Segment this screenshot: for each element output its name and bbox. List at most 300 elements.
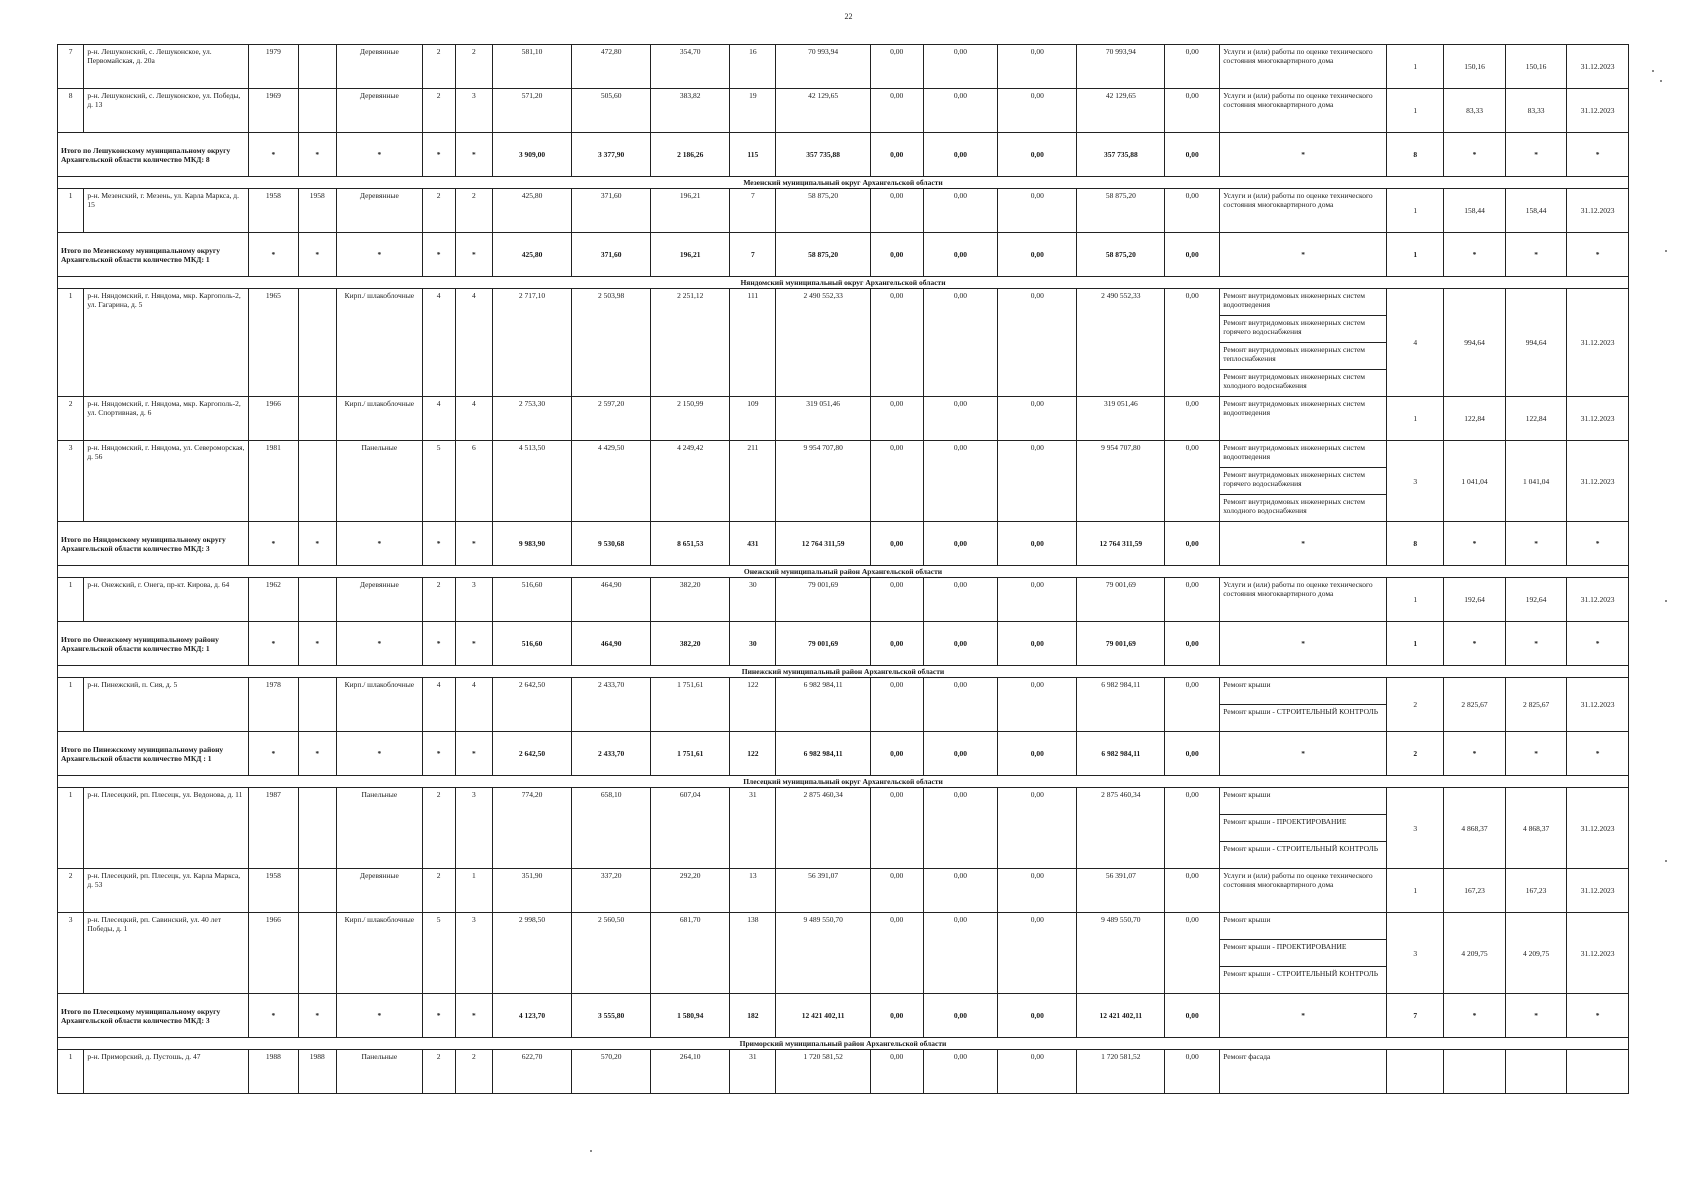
total-cell: 0,00 [923, 233, 998, 277]
total-cell: 1 [1387, 233, 1444, 277]
data-cell: Кирп./ шлакоблочные [337, 678, 423, 732]
total-cell: 0,00 [1165, 622, 1220, 666]
data-cell: 2 597,20 [572, 397, 651, 441]
data-cell: 1988 [249, 1050, 298, 1094]
data-cell: 0,00 [870, 289, 923, 397]
work-item: Услуги и (или) работы по оценке технического состояния многоквартирного дома [1223, 191, 1373, 209]
total-cell: * [249, 622, 298, 666]
data-cell: 1958 [249, 189, 298, 233]
tail-cell: 1 [1387, 189, 1444, 233]
tail-cell: 4 868,37 [1505, 788, 1567, 869]
data-cell: 0,00 [1165, 289, 1220, 397]
total-cell: 0,00 [998, 732, 1077, 776]
total-cell: * [249, 994, 298, 1038]
address-cell: р-н. Пинежский, п. Сия, д. 5 [84, 678, 249, 732]
tail-cell: 150,16 [1444, 45, 1506, 89]
table-row [58, 578, 1629, 622]
total-cell: 0,00 [870, 522, 923, 566]
total-label: Итого по Плесецкому муниципальному округу Архангельской области количество МКД: 3 [58, 994, 249, 1038]
data-cell: 0,00 [870, 1050, 923, 1094]
total-cell: * [455, 622, 492, 666]
data-cell: 2 150,99 [651, 397, 730, 441]
tail-cell: 83,33 [1505, 89, 1567, 133]
total-cell: * [298, 522, 336, 566]
tail-cell: 167,23 [1444, 869, 1506, 913]
data-cell: 4 [455, 678, 492, 732]
data-cell: 0,00 [1165, 1050, 1220, 1094]
total-cell: * [1505, 994, 1567, 1038]
works-cell [1220, 788, 1387, 869]
data-cell: 0,00 [870, 45, 923, 89]
table-row [58, 441, 1629, 522]
capital-repair-table [57, 44, 1629, 1094]
data-cell: 1966 [249, 397, 298, 441]
total-cell: * [1220, 133, 1387, 177]
data-cell: 7 [58, 45, 84, 89]
total-cell: 8 [1387, 522, 1444, 566]
address-cell: р-н. Мезенский, г. Мезень, ул. Карла Маркса, д. 15 [84, 189, 249, 233]
total-cell: 3 909,00 [492, 133, 571, 177]
tail-cell: 150,16 [1505, 45, 1567, 89]
data-cell: 9 954 707,80 [1077, 441, 1165, 522]
total-cell: * [1505, 732, 1567, 776]
scan-speck [1652, 70, 1654, 72]
data-cell: 2 [422, 189, 455, 233]
data-cell: 1958 [249, 869, 298, 913]
data-cell: 0,00 [998, 441, 1077, 522]
total-cell: 196,21 [651, 233, 730, 277]
work-item: Ремонт внутридомовых инженерных систем горячего водоснабжения [1220, 315, 1386, 342]
tail-cell: 2 825,67 [1444, 678, 1506, 732]
total-cell: * [1220, 233, 1387, 277]
data-cell: 0,00 [1165, 89, 1220, 133]
data-cell: 2 490 552,33 [1077, 289, 1165, 397]
data-cell: 31 [730, 1050, 776, 1094]
data-cell: 0,00 [998, 89, 1077, 133]
data-cell: 354,70 [651, 45, 730, 89]
data-cell: 1966 [249, 913, 298, 994]
data-cell: 0,00 [923, 788, 998, 869]
total-cell: 58 875,20 [776, 233, 870, 277]
work-item: Ремонт крыши [1223, 790, 1271, 799]
work-item: Ремонт внутридомовых инженерных систем водоотведения [1223, 291, 1366, 309]
data-cell: 464,90 [572, 578, 651, 622]
total-cell: 6 982 984,11 [776, 732, 870, 776]
data-cell: 2 642,50 [492, 678, 571, 732]
data-cell: 2 [422, 578, 455, 622]
data-cell: 2 [422, 869, 455, 913]
total-cell: 0,00 [998, 994, 1077, 1038]
total-cell: 0,00 [923, 133, 998, 177]
total-cell: 357 735,88 [1077, 133, 1165, 177]
works-cell [1220, 289, 1387, 397]
data-cell: 581,10 [492, 45, 571, 89]
works-cell [1220, 913, 1387, 994]
total-cell: 30 [730, 622, 776, 666]
table-row [58, 89, 1629, 133]
total-cell: * [422, 622, 455, 666]
data-cell: 79 001,69 [1077, 578, 1165, 622]
data-cell: 0,00 [998, 45, 1077, 89]
data-cell: 6 [455, 441, 492, 522]
data-cell: 0,00 [870, 578, 923, 622]
total-cell: 12 764 311,59 [776, 522, 870, 566]
data-cell: 264,10 [651, 1050, 730, 1094]
data-cell: 70 993,94 [1077, 45, 1165, 89]
tail-cell: 192,64 [1505, 578, 1567, 622]
total-cell: 12 421 402,11 [1077, 994, 1165, 1038]
data-cell: 4 [455, 289, 492, 397]
total-cell: 357 735,88 [776, 133, 870, 177]
data-cell: 2 [58, 397, 84, 441]
data-cell: 0,00 [870, 189, 923, 233]
data-cell: 0,00 [998, 788, 1077, 869]
data-cell: Деревянные [337, 45, 423, 89]
total-cell: 79 001,69 [1077, 622, 1165, 666]
data-cell: 3 [58, 441, 84, 522]
total-cell: * [1444, 732, 1506, 776]
total-cell: * [249, 732, 298, 776]
total-cell: 0,00 [1165, 994, 1220, 1038]
data-cell: 0,00 [923, 869, 998, 913]
works-cell [1220, 678, 1387, 732]
total-cell: * [1444, 233, 1506, 277]
data-cell: 79 001,69 [776, 578, 870, 622]
total-cell: 0,00 [998, 233, 1077, 277]
data-cell: 4 249,42 [651, 441, 730, 522]
table-row [58, 1050, 1629, 1094]
data-cell: Деревянные [337, 869, 423, 913]
data-cell: 0,00 [998, 869, 1077, 913]
data-cell: 0,00 [870, 788, 923, 869]
tail-cell: 31.12.2023 [1567, 45, 1629, 89]
table-body [58, 45, 1629, 1094]
total-label: Итого по Онежскому муниципальному району Архангельской области количество МКД: 1 [58, 622, 249, 666]
tail-cell: 31.12.2023 [1567, 441, 1629, 522]
data-cell: 622,70 [492, 1050, 571, 1094]
capital-repair-table-container [57, 44, 1629, 1094]
data-cell: 2 490 552,33 [776, 289, 870, 397]
total-cell: * [1567, 522, 1629, 566]
total-cell: 0,00 [923, 994, 998, 1038]
data-cell: 382,20 [651, 578, 730, 622]
table-row [58, 678, 1629, 732]
total-cell: * [249, 133, 298, 177]
work-item: Ремонт крыши - ПРОЕКТИРОВАНИЕ [1220, 939, 1386, 966]
data-cell: 111 [730, 289, 776, 397]
data-cell: 0,00 [998, 578, 1077, 622]
total-cell: 12 764 311,59 [1077, 522, 1165, 566]
tail-cell: 158,44 [1444, 189, 1506, 233]
total-cell: * [1567, 233, 1629, 277]
data-cell: 9 489 550,70 [1077, 913, 1165, 994]
data-cell: 1969 [249, 89, 298, 133]
total-cell: * [455, 233, 492, 277]
total-cell: * [298, 994, 336, 1038]
data-cell [298, 788, 336, 869]
data-cell: 1 [58, 189, 84, 233]
data-cell: 19 [730, 89, 776, 133]
total-cell: 371,60 [572, 233, 651, 277]
data-cell: 2 [422, 45, 455, 89]
data-cell: 351,90 [492, 869, 571, 913]
data-cell: 58 875,20 [1077, 189, 1165, 233]
total-cell: * [422, 233, 455, 277]
total-cell: 2 642,50 [492, 732, 571, 776]
tail-cell: 158,44 [1505, 189, 1567, 233]
address-cell: р-н. Няндомский, г. Няндома, ул. Североморская, д. 56 [84, 441, 249, 522]
data-cell: 0,00 [1165, 397, 1220, 441]
data-cell: 0,00 [923, 678, 998, 732]
total-cell: * [422, 522, 455, 566]
total-cell: 0,00 [998, 522, 1077, 566]
total-label: Итого по Мезенскому муниципальному округу Архангельской области количество МКД: 1 [58, 233, 249, 277]
data-cell: 5 [422, 913, 455, 994]
section-title: Мезенский муниципальный округ Архангельской области [58, 177, 1629, 189]
total-cell: * [1444, 622, 1506, 666]
address-cell: р-н. Онежский, г. Онега, пр-кт. Кирова, д. 64 [84, 578, 249, 622]
data-cell: 56 391,07 [1077, 869, 1165, 913]
total-cell: 115 [730, 133, 776, 177]
data-cell: 1965 [249, 289, 298, 397]
total-cell: * [1220, 732, 1387, 776]
work-item: Ремонт внутридомовых инженерных систем водоотведения [1223, 443, 1366, 461]
work-item: Ремонт внутридомовых инженерных систем теплоснабжения [1220, 342, 1386, 369]
work-item: Ремонт внутридомовых инженерных систем холодного водоснабжения [1220, 494, 1386, 521]
data-cell [298, 869, 336, 913]
data-cell: Деревянные [337, 89, 423, 133]
data-cell: 3 [455, 578, 492, 622]
total-cell: 0,00 [870, 233, 923, 277]
data-cell: 0,00 [998, 289, 1077, 397]
total-cell: 0,00 [870, 994, 923, 1038]
data-cell: 571,20 [492, 89, 571, 133]
total-cell: * [455, 732, 492, 776]
data-cell: 0,00 [998, 397, 1077, 441]
data-cell: 1 720 581,52 [1077, 1050, 1165, 1094]
data-cell: 58 875,20 [776, 189, 870, 233]
works-cell [1220, 397, 1387, 441]
data-cell: 292,20 [651, 869, 730, 913]
scan-speck [1665, 250, 1667, 252]
data-cell: 2 875 460,34 [1077, 788, 1165, 869]
data-cell [298, 89, 336, 133]
section-header-row [58, 566, 1629, 578]
data-cell: 4 513,50 [492, 441, 571, 522]
total-cell: * [1220, 994, 1387, 1038]
tail-cell: 4 209,75 [1505, 913, 1567, 994]
total-label: Итого по Няндомскому муниципальному округу Архангельской области количество МКД: 3 [58, 522, 249, 566]
data-cell: Панельные [337, 1050, 423, 1094]
work-item: Ремонт внутридомовых инженерных систем водоотведения [1223, 399, 1366, 417]
data-cell: 138 [730, 913, 776, 994]
data-cell: 1987 [249, 788, 298, 869]
data-cell: 30 [730, 578, 776, 622]
data-cell: Кирп./ шлакоблочные [337, 913, 423, 994]
total-cell: 0,00 [870, 133, 923, 177]
total-cell: 0,00 [998, 622, 1077, 666]
tail-cell: 3 [1387, 913, 1444, 994]
data-cell: 0,00 [923, 913, 998, 994]
data-cell: 0,00 [870, 913, 923, 994]
scan-speck [1665, 860, 1667, 862]
total-cell: 0,00 [923, 732, 998, 776]
data-cell: 8 [58, 89, 84, 133]
total-cell: * [298, 233, 336, 277]
table-row [58, 869, 1629, 913]
total-cell: 6 982 984,11 [1077, 732, 1165, 776]
data-cell: 2 875 460,34 [776, 788, 870, 869]
data-cell: 1 [58, 1050, 84, 1094]
tail-cell: 31.12.2023 [1567, 788, 1629, 869]
total-cell: 12 421 402,11 [776, 994, 870, 1038]
data-cell: 4 [455, 397, 492, 441]
data-cell: 2 753,30 [492, 397, 571, 441]
tail-cell: 192,64 [1444, 578, 1506, 622]
total-cell: 7 [730, 233, 776, 277]
total-cell: * [337, 994, 423, 1038]
section-title: Пинежский муниципальный район Архангельской области [58, 666, 1629, 678]
data-cell: 681,70 [651, 913, 730, 994]
data-cell: 0,00 [1165, 678, 1220, 732]
data-cell: 2 560,50 [572, 913, 651, 994]
tail-cell: 3 [1387, 788, 1444, 869]
tail-cell: 31.12.2023 [1567, 578, 1629, 622]
data-cell: 4 [422, 397, 455, 441]
data-cell: 9 489 550,70 [776, 913, 870, 994]
data-cell: 1962 [249, 578, 298, 622]
data-cell: 3 [455, 788, 492, 869]
data-cell: 0,00 [1165, 788, 1220, 869]
tail-cell: 3 [1387, 441, 1444, 522]
total-cell: * [1567, 622, 1629, 666]
data-cell [298, 678, 336, 732]
total-row [58, 622, 1629, 666]
tail-cell: 2 [1387, 678, 1444, 732]
data-cell: 2 [422, 788, 455, 869]
data-cell: 371,60 [572, 189, 651, 233]
work-item: Ремонт крыши - СТРОИТЕЛЬНЫЙ КОНТРОЛЬ [1220, 704, 1386, 731]
total-cell: * [337, 732, 423, 776]
data-cell: 1 720 581,52 [776, 1050, 870, 1094]
total-row [58, 732, 1629, 776]
tail-cell [1444, 1050, 1506, 1094]
data-cell: 7 [730, 189, 776, 233]
work-item: Услуги и (или) работы по оценке технического состояния многоквартирного дома [1223, 871, 1373, 889]
data-cell: 0,00 [870, 441, 923, 522]
data-cell: 0,00 [870, 869, 923, 913]
data-cell: 6 982 984,11 [776, 678, 870, 732]
work-item: Ремонт крыши - СТРОИТЕЛЬНЫЙ КОНТРОЛЬ [1220, 841, 1386, 868]
data-cell: 472,80 [572, 45, 651, 89]
works-cell [1220, 1050, 1387, 1094]
data-cell [298, 289, 336, 397]
data-cell: 607,04 [651, 788, 730, 869]
total-cell: * [455, 994, 492, 1038]
works-cell [1220, 189, 1387, 233]
total-cell: 9 983,90 [492, 522, 571, 566]
total-cell: * [337, 622, 423, 666]
total-cell: 79 001,69 [776, 622, 870, 666]
data-cell: 0,00 [998, 1050, 1077, 1094]
tail-cell: 2 825,67 [1505, 678, 1567, 732]
total-label: Итого по Лешуконскому муниципальному округу Архангельской области количество МКД: 8 [58, 133, 249, 177]
table-row [58, 45, 1629, 89]
data-cell: 0,00 [870, 89, 923, 133]
total-cell: 1 751,61 [651, 732, 730, 776]
scan-speck [1660, 80, 1662, 82]
tail-cell: 1 [1387, 45, 1444, 89]
section-header-row [58, 1038, 1629, 1050]
data-cell: 1 [58, 578, 84, 622]
data-cell: Кирп./ шлакоблочные [337, 289, 423, 397]
data-cell: 2 433,70 [572, 678, 651, 732]
tail-cell: 31.12.2023 [1567, 913, 1629, 994]
data-cell: Деревянные [337, 189, 423, 233]
work-item: Ремонт крыши [1223, 915, 1271, 924]
total-cell: 431 [730, 522, 776, 566]
total-row [58, 133, 1629, 177]
total-cell: 4 123,70 [492, 994, 571, 1038]
tail-cell: 1 [1387, 869, 1444, 913]
total-cell: 0,00 [1165, 732, 1220, 776]
total-cell: * [422, 994, 455, 1038]
table-row [58, 397, 1629, 441]
work-item: Ремонт крыши - ПРОЕКТИРОВАНИЕ [1220, 814, 1386, 841]
total-cell: * [455, 522, 492, 566]
data-cell: 2 [455, 189, 492, 233]
total-cell: 464,90 [572, 622, 651, 666]
total-cell: 2 186,26 [651, 133, 730, 177]
total-cell: * [337, 522, 423, 566]
total-cell: 1 580,94 [651, 994, 730, 1038]
total-cell: 0,00 [1165, 233, 1220, 277]
total-cell: * [1505, 522, 1567, 566]
total-cell: * [1505, 233, 1567, 277]
total-cell: 122 [730, 732, 776, 776]
data-cell: 2 [422, 89, 455, 133]
total-cell: 8 651,53 [651, 522, 730, 566]
data-cell [298, 397, 336, 441]
total-cell: * [249, 233, 298, 277]
data-cell: 0,00 [1165, 189, 1220, 233]
section-header-row [58, 277, 1629, 289]
data-cell: 5 [422, 441, 455, 522]
work-item: Услуги и (или) работы по оценке технического состояния многоквартирного дома [1223, 47, 1373, 65]
data-cell: 211 [730, 441, 776, 522]
table-row [58, 913, 1629, 994]
tail-cell: 31.12.2023 [1567, 397, 1629, 441]
total-cell: * [337, 233, 423, 277]
total-cell: 3 555,80 [572, 994, 651, 1038]
data-cell: 319 051,46 [1077, 397, 1165, 441]
total-cell: * [298, 622, 336, 666]
total-row [58, 522, 1629, 566]
data-cell: 0,00 [1165, 578, 1220, 622]
data-cell: 0,00 [1165, 441, 1220, 522]
work-item: Ремонт фасада [1223, 1052, 1271, 1061]
data-cell: 383,82 [651, 89, 730, 133]
data-cell: 42 129,65 [776, 89, 870, 133]
data-cell: 31 [730, 788, 776, 869]
data-cell: 774,20 [492, 788, 571, 869]
section-header-row [58, 666, 1629, 678]
data-cell: 1 [58, 678, 84, 732]
data-cell: 42 129,65 [1077, 89, 1165, 133]
data-cell: Деревянные [337, 578, 423, 622]
data-cell: 0,00 [923, 289, 998, 397]
total-cell: 0,00 [923, 622, 998, 666]
